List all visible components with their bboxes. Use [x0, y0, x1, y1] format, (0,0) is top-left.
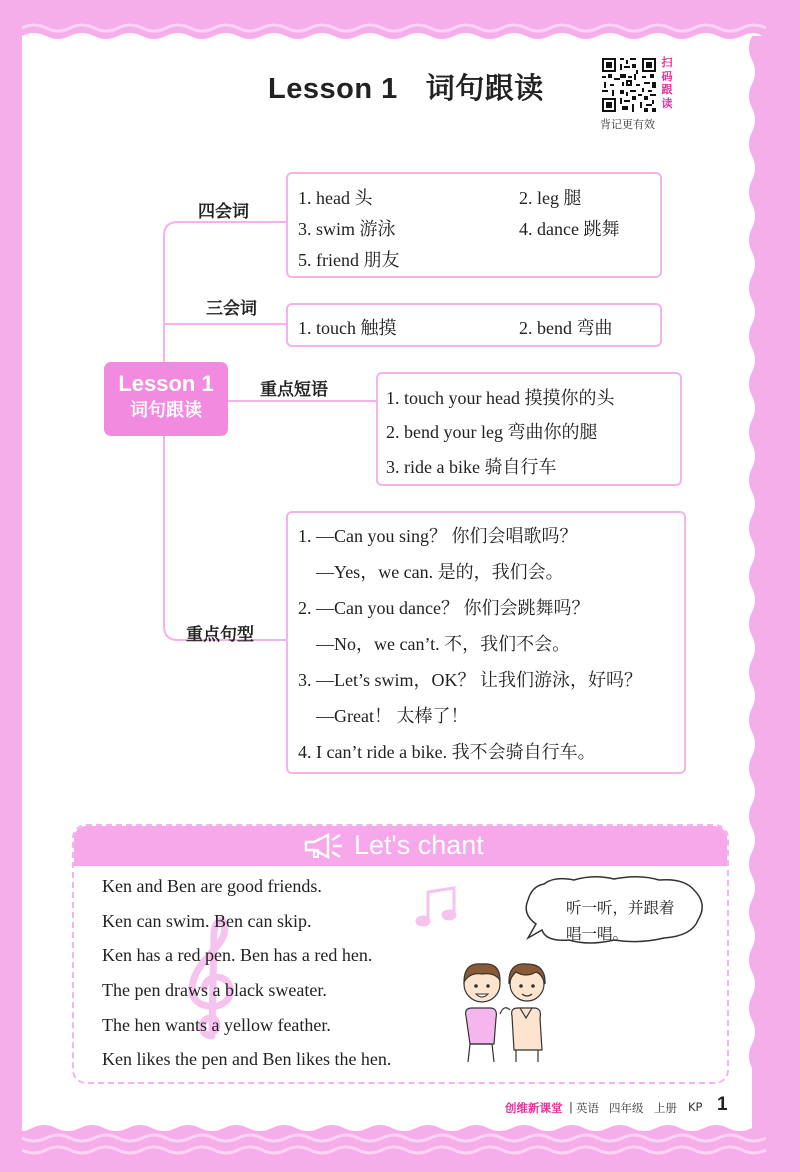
kids-illustration	[446, 944, 566, 1064]
key-sentence-3: 3. —Let’s swim，OK？ 让我们游泳，好吗？	[298, 670, 642, 690]
four-skill-word-5: 5. friend 朋友	[298, 250, 400, 270]
chant-line-2: Ken can swim. Ben can skip.	[102, 911, 312, 931]
qr-side-text: 扫 码 跟 读	[661, 56, 673, 110]
footer-grade: 四年级	[609, 1101, 644, 1115]
chant-title: Let's chant	[354, 830, 484, 860]
footer-volume: 上册	[654, 1101, 677, 1115]
label-key-sentences: 重点句型	[186, 625, 254, 644]
center-line2: 词句跟读	[130, 400, 202, 420]
bubble-line-1: 听一听，并跟着	[566, 899, 675, 917]
page-number: 1	[717, 1094, 728, 1115]
three-skill-word-1: 1. touch 触摸	[298, 318, 397, 338]
label-four-skill-words: 四会词	[198, 202, 249, 221]
key-phrase-3: 3. ride a bike 骑自行车	[386, 457, 557, 477]
bubble-line-2: 唱一唱。	[566, 925, 629, 943]
key-sentence-2: 2. —Can you dance？ 你们会跳舞吗？	[298, 598, 590, 618]
chant-line-5: The hen wants a yellow feather.	[102, 1015, 331, 1035]
key-sentence-2-answer: —No，we can’t. 不，我们不会。	[316, 634, 571, 654]
four-skill-word-1: 1. head 头	[298, 188, 373, 208]
qr-caption: 背记更有效	[600, 118, 655, 131]
chant-header	[74, 826, 727, 866]
music-note-icon	[414, 884, 462, 930]
key-phrase-2: 2. bend your leg 弯曲你的腿	[386, 422, 598, 442]
footer-edition: KP	[688, 1100, 703, 1114]
footer-brand: 创维新课堂	[505, 1101, 563, 1115]
key-sentence-3-answer: —Great！ 太棒了！	[316, 706, 469, 726]
footer-subject: 英语	[576, 1101, 599, 1115]
chant-line-6: Ken likes the pen and Ben likes the hen.	[102, 1049, 392, 1069]
title-cn: 词句跟读	[425, 73, 544, 105]
mindmap-center	[104, 362, 228, 436]
label-key-phrases: 重点短语	[260, 380, 328, 399]
key-phrase-1: 1. touch your head 摸摸你的头	[386, 388, 615, 408]
footer-divider: |	[569, 1100, 573, 1114]
four-skill-word-4: 4. dance 跳舞	[519, 219, 620, 239]
four-skill-word-3: 3. swim 游泳	[298, 219, 396, 239]
chant-panel	[72, 824, 729, 1084]
four-skill-word-2: 2. leg 腿	[519, 188, 582, 208]
key-sentence-1: 1. —Can you sing？ 你们会唱歌吗？	[298, 526, 578, 546]
key-sentence-1-answer: —Yes，we can. 是的，我们会。	[316, 562, 564, 582]
title-en: Lesson 1	[268, 73, 398, 105]
three-skill-word-2: 2. bend 弯曲	[519, 318, 613, 338]
chant-line-3: Ken has a red pen. Ben has a red hen.	[102, 945, 373, 965]
label-three-skill-words: 三会词	[206, 299, 257, 318]
chant-line-4: The pen draws a black sweater.	[102, 980, 327, 1000]
chant-line-1: Ken and Ben are good friends.	[102, 876, 322, 896]
key-sentence-4: 4. I can’t ride a bike. 我不会骑自行车。	[298, 742, 596, 762]
megaphone-icon	[302, 832, 348, 860]
center-line1: Lesson 1	[118, 371, 214, 396]
